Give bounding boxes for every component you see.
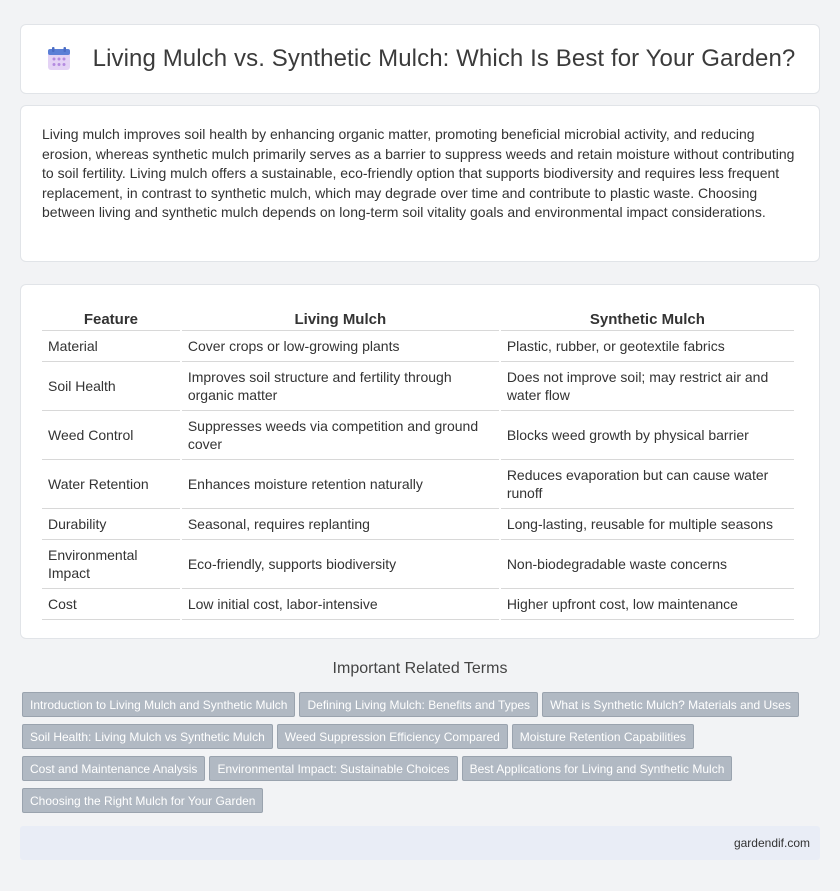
table-cell: Durability bbox=[42, 509, 180, 540]
table-cell: Plastic, rubber, or geotextile fabrics bbox=[501, 331, 794, 362]
related-terms-title: Important Related Terms bbox=[332, 660, 508, 677]
related-term-tag[interactable]: Moisture Retention Capabilities bbox=[512, 724, 694, 749]
table-cell: Seasonal, requires replanting bbox=[182, 509, 499, 540]
table-cell: Improves soil structure and fertility through organic matter bbox=[182, 362, 499, 411]
related-term-tag[interactable]: What is Synthetic Mulch? Materials and Uses bbox=[542, 692, 799, 717]
table-row bbox=[42, 411, 794, 460]
table-cell: Cost bbox=[42, 589, 180, 620]
table-header-living: Living Mulch bbox=[182, 305, 499, 331]
related-term-tag[interactable]: Best Applications for Living and Synthetic Mulch bbox=[462, 756, 733, 781]
table-row bbox=[42, 460, 794, 509]
table-cell: Low initial cost, labor-intensive bbox=[182, 589, 499, 620]
related-term-tag[interactable]: Weed Suppression Efficiency Compared bbox=[277, 724, 508, 749]
related-terms-list bbox=[22, 692, 822, 820]
table-cell: Non-biodegradable waste concerns bbox=[501, 540, 794, 589]
table-cell: Long-lasting, reusable for multiple seasons bbox=[501, 509, 794, 540]
table-cell: Environmental Impact bbox=[42, 540, 180, 589]
table-cell: Reduces evaporation but can cause water runoff bbox=[501, 460, 794, 509]
related-term-tag[interactable]: Defining Living Mulch: Benefits and Types bbox=[299, 692, 538, 717]
table-row bbox=[42, 331, 794, 362]
intro-card bbox=[20, 105, 820, 262]
table-row bbox=[42, 540, 794, 589]
table-cell: Material bbox=[42, 331, 180, 362]
table-cell: Water Retention bbox=[42, 460, 180, 509]
table-cell: Higher upfront cost, low maintenance bbox=[501, 589, 794, 620]
table-cell: Weed Control bbox=[42, 411, 180, 460]
related-term-tag[interactable]: Introduction to Living Mulch and Synthetic Mulch bbox=[22, 692, 295, 717]
header-card bbox=[20, 24, 820, 94]
table-cell: Does not improve soil; may restrict air and water flow bbox=[501, 362, 794, 411]
table-cell: Eco-friendly, supports biodiversity bbox=[182, 540, 499, 589]
intro-paragraph: Living mulch improves soil health by enhancing organic matter, promoting beneficial microbial activity, and reducing erosion, whereas synthetic mulch primarily serves as a barrier to suppress weeds and retain moisture without contributing to soil fertility. Living mulch offers a sustainable, eco-friendly option that supports biodiversity and requires less frequent replacement, in contrast to synthetic mulch, which may degrade over time and contribute to plastic waste. Choosing between living and synthetic mulch depends on long-term soil vitality goals and environmental impact considerations. bbox=[42, 126, 795, 221]
footer-site-link[interactable]: gardendif.com bbox=[733, 836, 810, 850]
table-row bbox=[42, 589, 794, 620]
table-header-synthetic: Synthetic Mulch bbox=[501, 305, 794, 331]
comparison-table-card bbox=[20, 284, 820, 639]
table-row bbox=[42, 509, 794, 540]
table-header-feature: Feature bbox=[42, 305, 180, 331]
table-cell: Blocks weed growth by physical barrier bbox=[501, 411, 794, 460]
table-row bbox=[42, 362, 794, 411]
table-cell: Suppresses weeds via competition and ground cover bbox=[182, 411, 499, 460]
table-cell: Cover crops or low-growing plants bbox=[182, 331, 499, 362]
related-term-tag[interactable]: Cost and Maintenance Analysis bbox=[22, 756, 205, 781]
page-title: Living Mulch vs. Synthetic Mulch: Which Is Best for Your Garden? bbox=[92, 45, 796, 72]
calendar-icon bbox=[45, 45, 73, 73]
footer bbox=[20, 826, 820, 860]
related-term-tag[interactable]: Choosing the Right Mulch for Your Garden bbox=[22, 788, 263, 813]
table-cell: Enhances moisture retention naturally bbox=[182, 460, 499, 509]
table-cell: Soil Health bbox=[42, 362, 180, 411]
related-term-tag[interactable]: Environmental Impact: Sustainable Choices bbox=[209, 756, 457, 781]
comparison-table bbox=[40, 305, 796, 620]
related-term-tag[interactable]: Soil Health: Living Mulch vs Synthetic Mulch bbox=[22, 724, 273, 749]
